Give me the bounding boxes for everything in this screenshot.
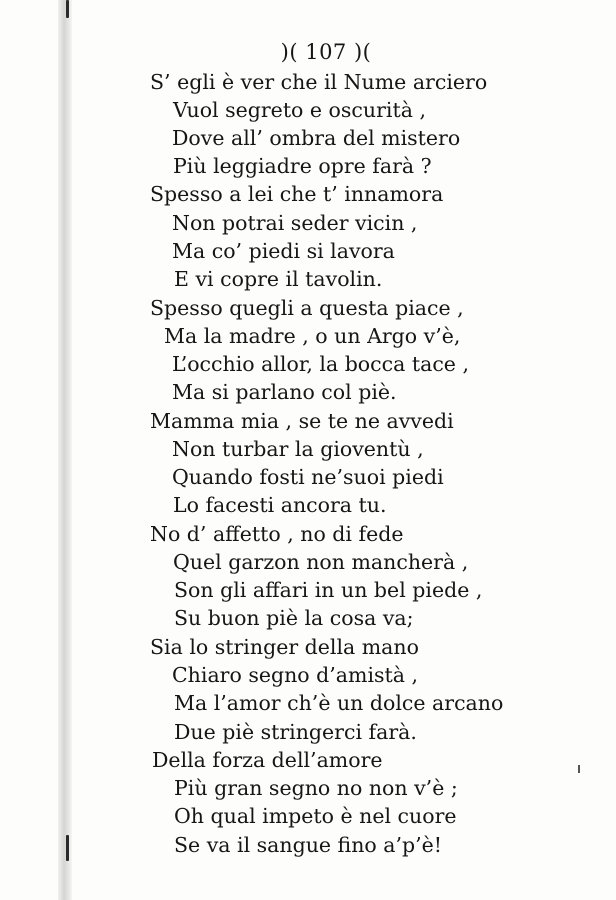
poem-line: Spesso quegli a questa piace , <box>150 296 464 320</box>
poem-line: Oh qual impeto è nel cuore <box>174 804 457 828</box>
paper-speck <box>578 765 580 773</box>
poem-line: Son gli affari in un bel piede , <box>174 578 483 602</box>
poem-line: Chiaro segno d’amistà , <box>172 663 419 687</box>
page-number: )( 107 )( <box>280 40 372 64</box>
poem-line: Più leggiadre opre farà ? <box>173 154 432 178</box>
poem-line: Dove all’ ombra del mistero <box>172 126 461 150</box>
poem-line: Della forza dell’amore <box>152 748 383 772</box>
poem-line: Non turbar la gioventù , <box>172 437 424 461</box>
poem-line: Non potrai seder vicin , <box>172 211 418 235</box>
poem-line: Quel garzon non mancherà , <box>173 550 469 574</box>
poem-line: No d’ affetto , no di fede <box>150 522 404 546</box>
gutter-mark-bottom <box>66 835 69 861</box>
poem-line: Vuol segreto e oscurità , <box>173 98 426 122</box>
poem-line: Mamma mia , se te ne avvedi <box>150 409 454 433</box>
binding-gutter <box>58 0 72 900</box>
poem-line: S’ egli è ver che il Nume arciero <box>150 70 488 94</box>
poem-line: Ma la madre , o un Argo v’è, <box>164 324 461 348</box>
poem-line: Ma co’ piedi si lavora <box>172 239 395 263</box>
gutter-mark-top <box>66 0 69 18</box>
poem-line: Su buon piè la cosa va; <box>174 606 414 630</box>
poem-line: Ma l’amor ch’è un dolce arcano <box>174 691 504 715</box>
poem-line: Quando fosti ne’suoi piedi <box>172 465 444 489</box>
poem-line: Spesso a lei che t’ innamora <box>150 182 444 206</box>
poem-line: Due piè stringerci farà. <box>174 720 417 744</box>
poem-line: Più gran segno no non v’è ; <box>174 776 458 800</box>
poem-line: Sia lo stringer della mano <box>150 635 419 659</box>
poem-line: L’occhio allor, la bocca tace , <box>172 352 469 376</box>
poem-line: E vi copre il tavolin. <box>174 267 383 291</box>
poem-line: Ma si parlano col piè. <box>172 380 397 404</box>
poem-line: Se va il sangue fino a’p’è! <box>174 833 443 857</box>
poem-line: Lo facesti ancora tu. <box>173 493 387 517</box>
